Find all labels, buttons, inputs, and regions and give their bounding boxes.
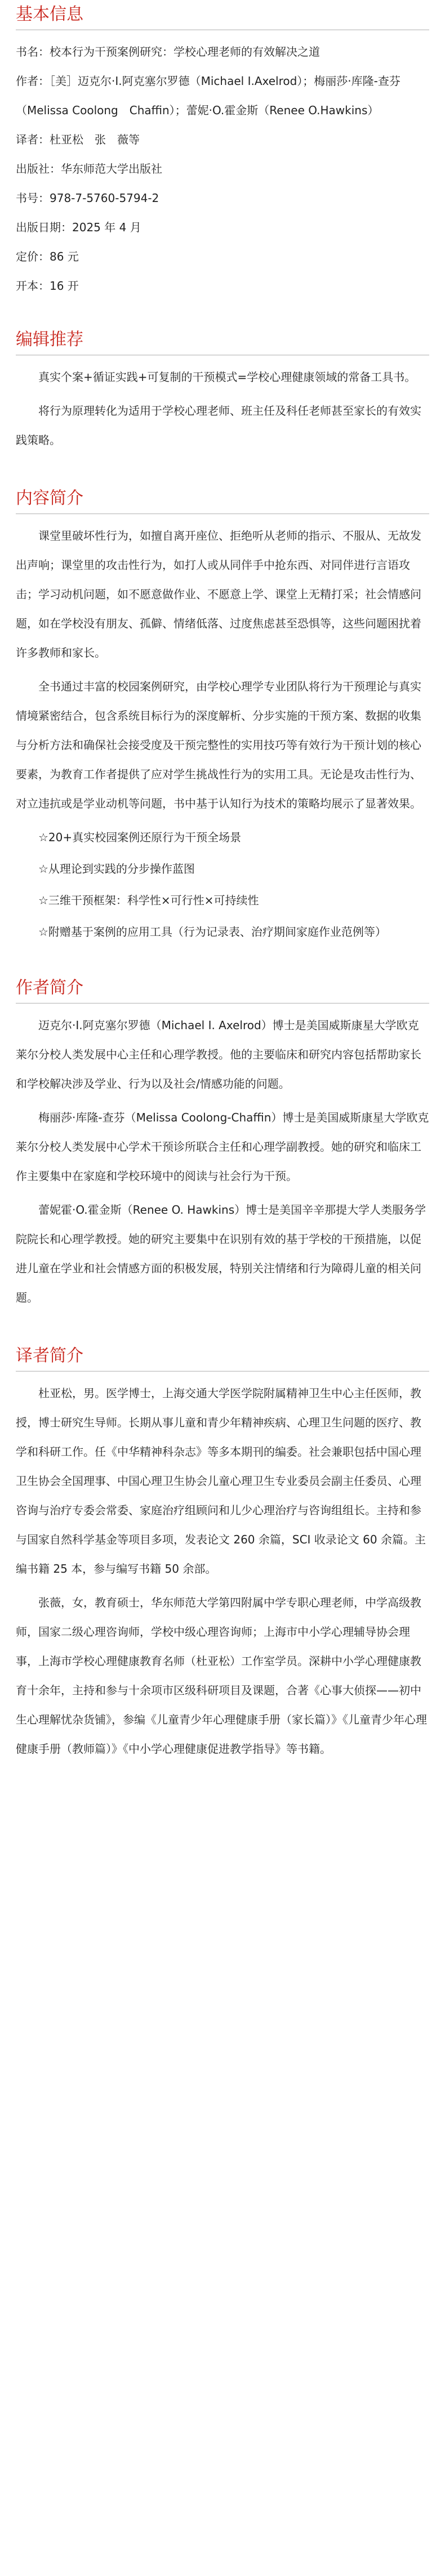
recommend-paragraph: 将行为原理转化为适用于学校心理老师、班主任及科任老师甚至家长的有效实践策略。 bbox=[16, 404, 421, 447]
info-authors: 作者：［美］迈克尔·I.阿克塞尔罗德（Michael I.Axelrod）；梅丽莎·库隆-查芬（Melissa Coolong Chaffin）；蕾妮·O.霍金斯（Renee O.Hawkins） bbox=[16, 74, 400, 117]
content-highlight-item: ☆从理论到实践的分步操作蓝图 bbox=[38, 862, 195, 876]
section-divider bbox=[16, 1371, 429, 1372]
info-format: 开本：16 开 bbox=[16, 279, 79, 293]
section-divider bbox=[16, 1003, 429, 1004]
basic-info-section bbox=[16, 0, 429, 300]
author-intro-section bbox=[16, 977, 429, 1312]
info-publish-date: 出版日期：2025 年 4 月 bbox=[16, 221, 141, 234]
info-book-title: 书名：校本行为干预案例研究：学校心理老师的有效解决之道 bbox=[16, 45, 320, 59]
section-title-translator-intro: 译者简介 bbox=[16, 1346, 83, 1366]
content-highlight-item: ☆三维干预框架：科学性×可行性×可持续性 bbox=[38, 894, 259, 907]
section-divider bbox=[16, 354, 429, 356]
translator-intro-section bbox=[16, 1345, 429, 1763]
author-paragraph: 梅丽莎·库隆-查芬（Melissa Coolong-Chaffin）博士是美国威斯康星大学欧克莱尔分校人类发展中心学术干预诊所联合主任和心理学副教授。她的研究和临床工作主要集中在家庭和学校环境中的阅读与社会行为干预。 bbox=[16, 1111, 429, 1183]
info-isbn: 书号：978-7-5760-5794-2 bbox=[16, 191, 159, 205]
translator-paragraph: 张薇，女，教育硕士，华东师范大学第四附属中学专职心理老师，中学高级教师，国家二级心理咨询师，学校中级心理咨询师；上海市中小学心理辅导协会理事，上海市学校心理健康教育名师（杜亚松）工作室学员。深耕中小学心理健康教育十余年，主持和参与十余项市区级科研项目及课题，合著《心事大侦探——初中生心理解忧杂货铺》，参编《儿童青少年心理健康手册（家长篇）》《儿童青少年心理健康手册（教师篇）》《中小学心理健康促进教学指导》等书籍。 bbox=[16, 1596, 427, 1756]
recommend-paragraph: 真实个案+循证实践+可复制的干预模式=学校心理健康领域的常备工具书。 bbox=[38, 370, 416, 384]
content-intro-section bbox=[16, 487, 429, 946]
content-paragraph: 全书通过丰富的校园案例研究，由学校心理学专业团队将行为干预理论与真实情境紧密结合，包含系统目标行为的深度解析、分步实施的干预方案、数据的收集与分析方法和确保社会接受度及干预完整性的实用技巧等有效行为干预计划的核心要素，为教育工作者提供了应对学生挑战性行为的实用工具。无论是攻击性行为、对立违抗或是学业动机等问题，书中基于认知行为技术的策略均展示了显著效果。 bbox=[16, 680, 421, 810]
content-highlight-item: ☆20+真实校园案例还原行为干预全场景 bbox=[38, 831, 242, 844]
info-translators: 译者：杜亚松 张 薇等 bbox=[16, 133, 140, 146]
section-title-editor-recommend: 编辑推荐 bbox=[16, 330, 83, 349]
info-publisher: 出版社：华东师范大学出版社 bbox=[16, 162, 162, 176]
content-paragraph: 课堂里破坏性行为，如擅自离开座位、拒绝听从老师的指示、不服从、无故发出声响；课堂里的攻击性行为，如打人或从同伴手中抢东西、对同伴进行言语攻击；学习动机问题，如不愿意做作业、不愿意上学、课堂上无精打采；社会情感问题，如在学校没有朋友、孤僻、情绪低落、过度焦虑甚至恐惧等，这些问题困扰着许多教师和家长。 bbox=[16, 529, 421, 659]
info-price: 定价：86 元 bbox=[16, 250, 79, 263]
section-title-content-intro: 内容简介 bbox=[16, 488, 83, 508]
section-title-basic-info: 基本信息 bbox=[16, 5, 83, 24]
author-paragraph: 迈克尔·I.阿克塞尔罗德（Michael I. Axelrod）博士是美国威斯康星大学欧克莱尔分校人类发展中心主任和心理学教授。他的主要临床和研究内容包括帮助家长和学校解决涉及学业、行为以及社会/情感功能的问题。 bbox=[16, 1018, 421, 1090]
section-divider bbox=[16, 513, 429, 514]
section-divider bbox=[16, 29, 429, 30]
content-highlight-item: ☆附赠基于案例的应用工具（行为记录表、治疗期间家庭作业范例等） bbox=[38, 925, 386, 939]
translator-paragraph: 杜亚松，男。医学博士，上海交通大学医学院附属精神卫生中心主任医师，教授，博士研究生导师。长期从事儿童和青少年精神疾病、心理卫生问题的医疗、教学和科研工作。任《中华精神科杂志》等多本期刊的编委。社会兼职包括中国心理卫生协会全国理事、中国心理卫生协会儿童心理卫生专业委员会副主任委员、心理咨询与治疗专委会常委、家庭治疗组顾问和儿少心理治疗与咨询组组长。主持和参与国家自然科学基金等项目多项，发表论文 260 余篇，SCI 收录论文 60 余篇。主编书籍 25 本，参与编写书籍 50 余部。 bbox=[16, 1386, 426, 1576]
section-title-author-intro: 作者简介 bbox=[16, 978, 83, 998]
author-paragraph: 蕾妮霍·O.霍金斯（Renee O. Hawkins）博士是美国辛辛那提大学人类服务学院院长和心理学教授。她的研究主要集中在识别有效的基于学校的干预措施，以促进儿童在学业和社会情感方面的积极发展，特别关注情绪和行为障碍儿童的相关问题。 bbox=[16, 1203, 426, 1304]
editor-recommend-section bbox=[16, 329, 429, 455]
